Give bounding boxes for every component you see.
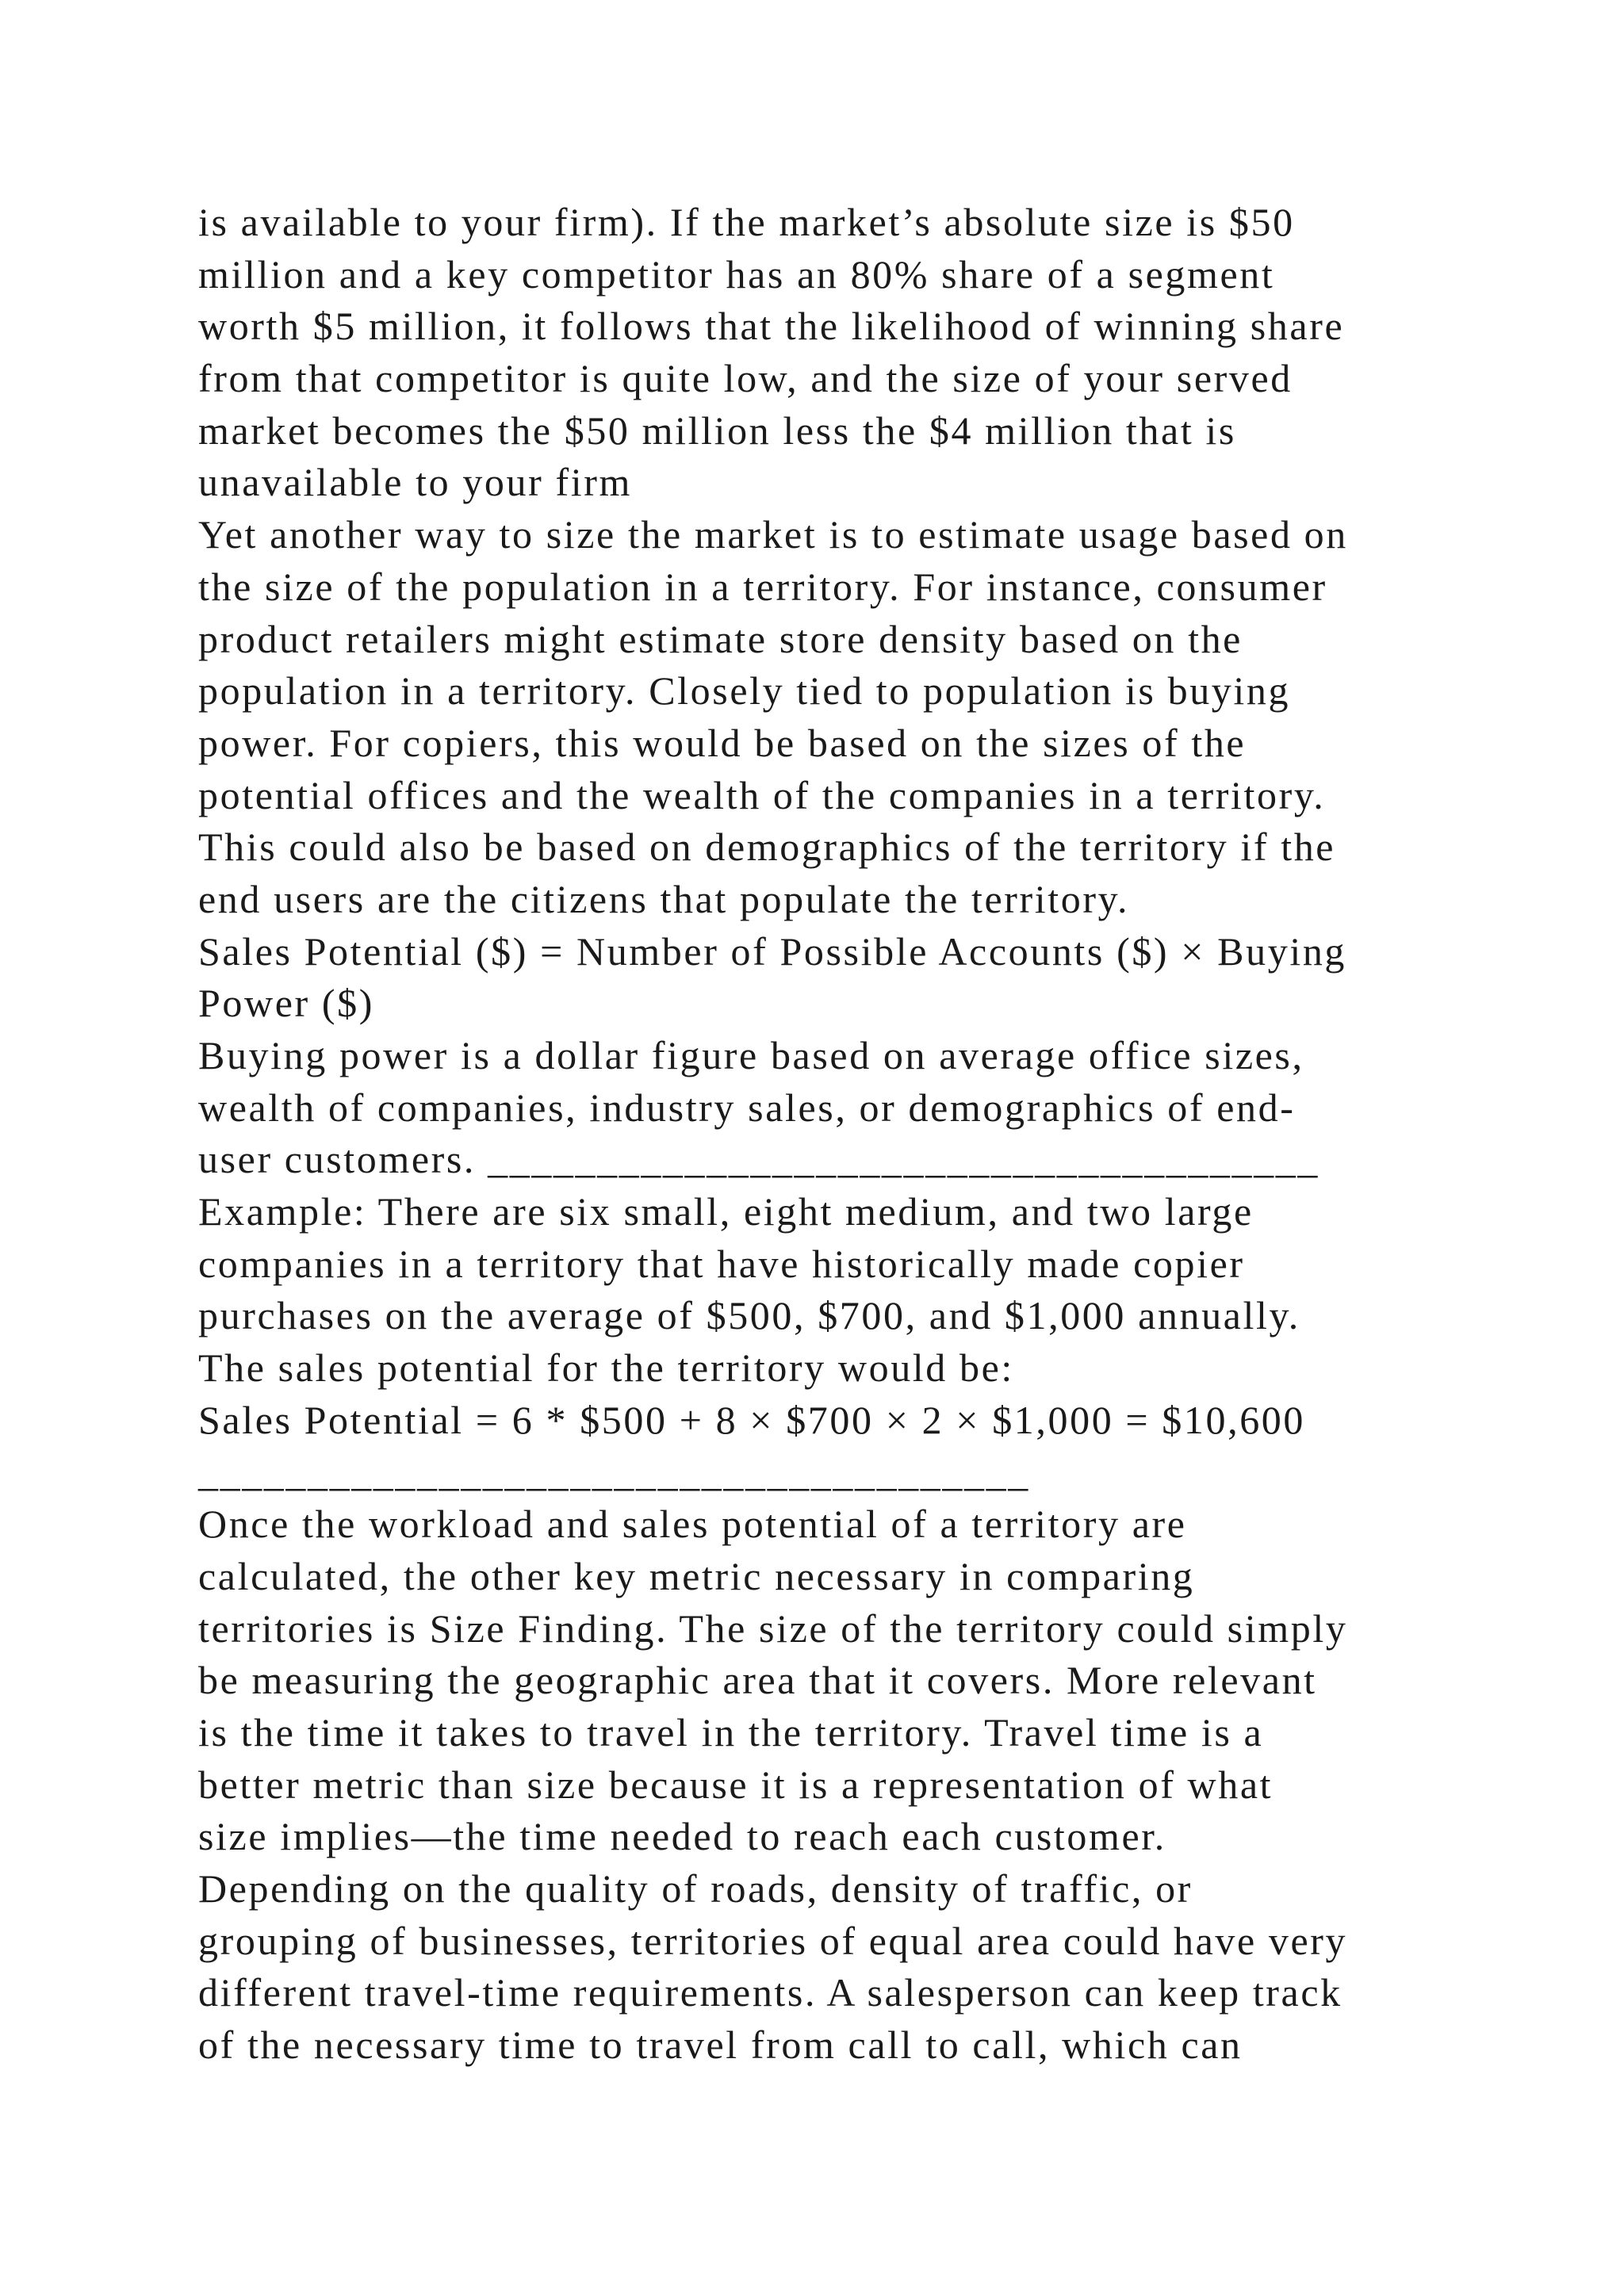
text-line: be measuring the geographic area that it covers. More relevant [198, 1658, 1317, 1703]
text-line: the size of the population in a territory. For instance, consumer [198, 564, 1327, 609]
text-line: power. For copiers, this would be based on the sizes of the [198, 720, 1247, 765]
text-line: Buying power is a dollar figure based on average office sizes, [198, 1033, 1304, 1077]
body-text [198, 197, 1507, 2072]
text-line: wealth of companies, industry sales, or demographics of end- [198, 1085, 1296, 1130]
text-line: calculated, the other key metric necessary in comparing [198, 1553, 1195, 1598]
text-line: Power ($) [198, 981, 374, 1026]
text-line: is the time it takes to travel in the territory. Travel time is a [198, 1709, 1264, 1755]
text-line: unavailable to your firm [198, 460, 632, 505]
text-line: Example: There are six small, eight medium, and two large [198, 1189, 1254, 1234]
text-line: better metric than size because it is a representation of what [198, 1762, 1274, 1807]
text-line: is available to your firm). If the market’s absolute size is $50 [198, 200, 1295, 244]
text-line: end users are the citizens that populate the territory. [198, 876, 1130, 921]
text-line: companies in a territory that have historically made copier [198, 1241, 1245, 1286]
text-line: user customers. ______________________________________ [198, 1137, 1320, 1182]
text-line: The sales potential for the territory would be: [198, 1345, 1014, 1391]
text-line: product retailers might estimate store density based on the [198, 616, 1243, 661]
text-line: different travel-time requirements. A salesperson can keep track [198, 1970, 1342, 2015]
text-line: ______________________________________ [198, 1449, 1030, 1494]
text-line: purchases on the average of $500, $700, and $1,000 annually. [198, 1293, 1300, 1338]
text-line: potential offices and the wealth of the companies in a territory. [198, 772, 1326, 817]
text-line: grouping of businesses, territories of equal area could have very [198, 1918, 1348, 1963]
text-line: from that competitor is quite low, and the size of your served [198, 356, 1293, 401]
text-line: size implies—the time needed to reach each customer. [198, 1814, 1166, 1859]
text-line: million and a key competitor has an 80% share of a segment [198, 251, 1275, 297]
text-line: market becomes the $50 million less the $4 million that is [198, 408, 1236, 453]
text-line: of the necessary time to travel from call to call, which can [198, 2022, 1243, 2068]
text-line: worth $5 million, it follows that the likelihood of winning share [198, 304, 1345, 349]
text-line: This could also be based on demographics of the territory if the [198, 825, 1336, 870]
text-line: population in a territory. Closely tied to population is buying [198, 668, 1291, 714]
text-line: Sales Potential ($) = Number of Possible Accounts ($) × Buying [198, 928, 1347, 974]
text-line: Depending on the quality of roads, density of traffic, or [198, 1866, 1193, 1911]
text-line: Yet another way to size the market is to estimate usage based on [198, 512, 1348, 557]
text-line: territories is Size Finding. The size of the territory could simply [198, 1605, 1348, 1651]
text-line: Sales Potential = 6 * $500 + 8 × $700 × 2 × $1,000 = $10,600 [198, 1397, 1305, 1442]
text-line: Once the workload and sales potential of a territory are [198, 1502, 1187, 1547]
